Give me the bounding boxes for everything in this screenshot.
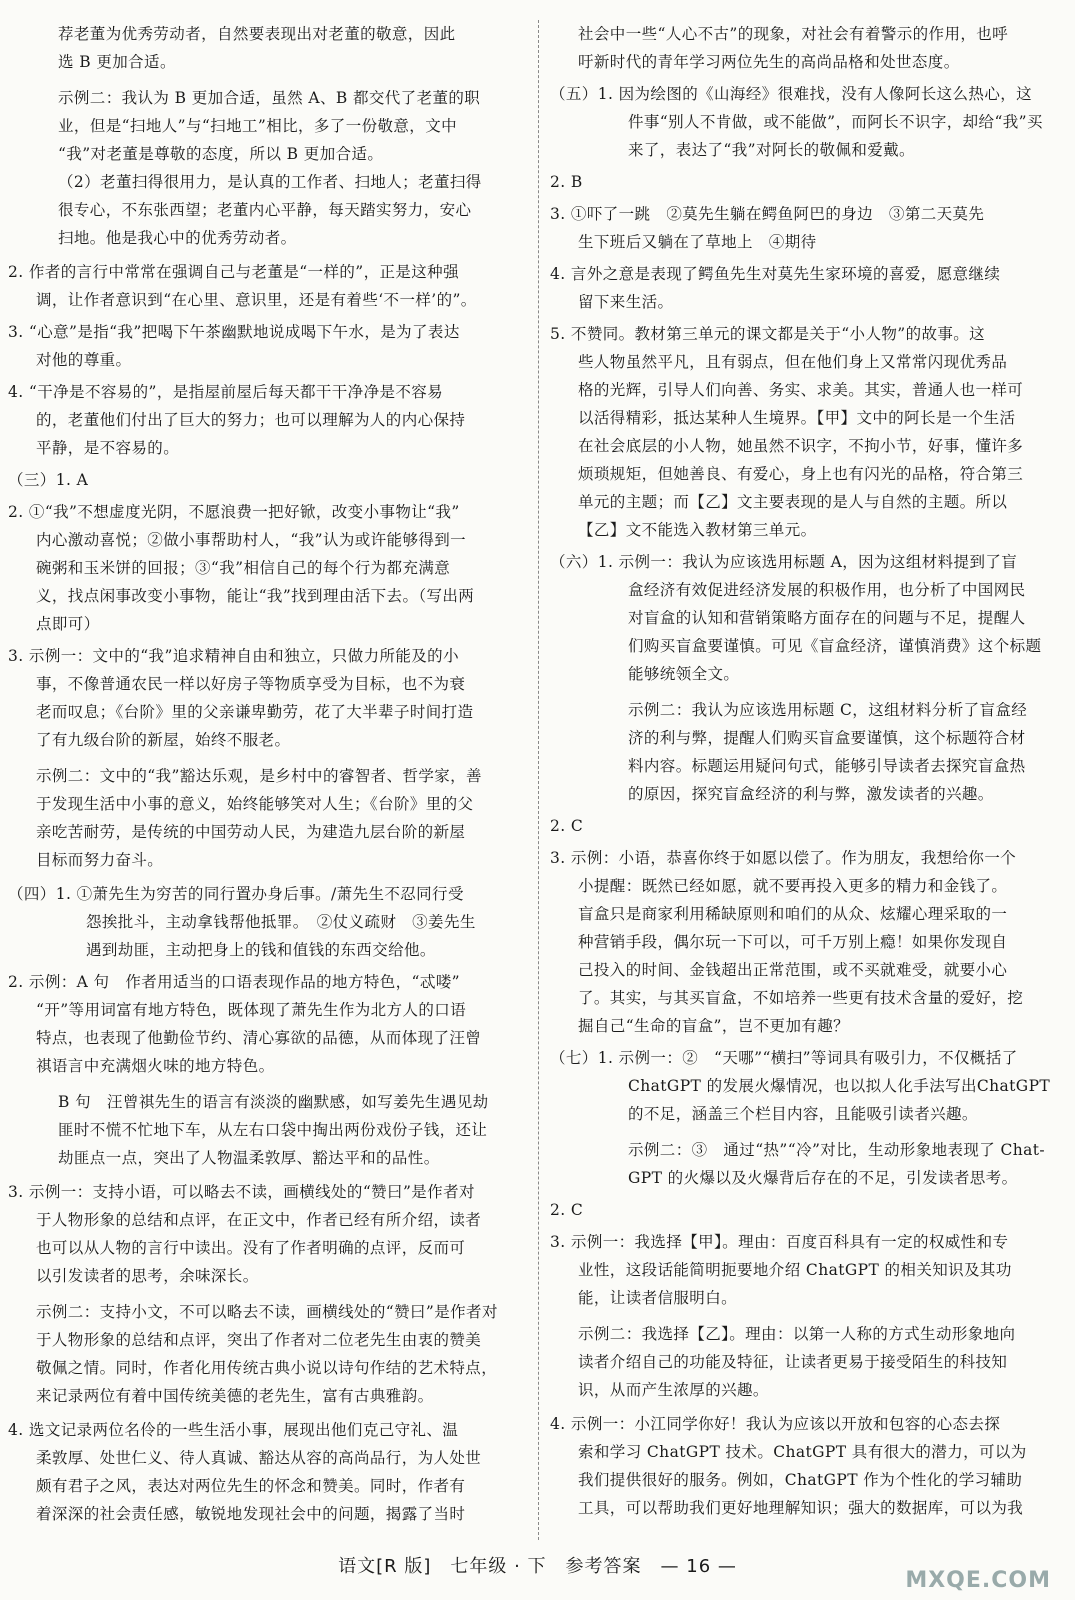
answer-line: 掘自己“生命的盲盒”，岂不更加有趣？ bbox=[578, 1017, 850, 1035]
answer-line: 盒经济有效促进经济发展的积极作用，也分析了中国网民 bbox=[628, 581, 1026, 599]
answer-line: 也可以从人物的言行中读出。没有了作者明确的点评，反而可 bbox=[36, 1239, 466, 1257]
answer-line: 事，不像普通农民一样以好房子等物质享受为目标，也不为衰 bbox=[36, 675, 466, 693]
answer-line: GPT 的火爆以及火爆背后存在的不足，引发读者思考。 bbox=[628, 1169, 1018, 1187]
answer-line: 2. 示例：A 句 作者用适当的口语表现作品的地方特色，“忒喽” bbox=[8, 973, 460, 991]
answer-line: 示例二：支持小文，不可以略去不读，画横线处的“赞曰”是作者对 bbox=[36, 1303, 498, 1321]
answer-line: 选 B 更加合适。 bbox=[58, 53, 176, 71]
answer-line: 【乙】文不能选入教材第三单元。 bbox=[578, 521, 817, 539]
answer-line: 以引发读者的思考，余味深长。 bbox=[36, 1267, 259, 1285]
answer-line: 留下来生活。 bbox=[578, 293, 674, 311]
answer-line: 内心激动喜悦；②做小事帮助村人，“我”认为或许能够得到一 bbox=[36, 531, 467, 549]
answer-line: （2）老董扫得很用力，是认真的工作者、扫地人；老董扫得 bbox=[58, 173, 482, 191]
answer-line: 示例二：③ 通过“热”“冷”对比，生动形象地表现了 Chat- bbox=[628, 1141, 1046, 1159]
answer-line: 2. ①“我”不想虚度光阴，不愿浪费一把好锨，改变小事物让“我” bbox=[8, 503, 460, 521]
answer-line: 老而叹息；《台阶》里的父亲谦卑勤劳，花了大半辈子时间打造 bbox=[36, 703, 474, 721]
answer-line: 示例二：我选择【乙】。理由：以第一人称的方式生动形象地向 bbox=[578, 1325, 1016, 1343]
answer-line: “我”对老董是尊敬的态度，所以 B 更加合适。 bbox=[58, 145, 384, 163]
answer-line: 点即可） bbox=[36, 615, 100, 633]
answer-line: 3. 示例一：支持小语，可以略去不读，画横线处的“赞曰”是作者对 bbox=[8, 1183, 475, 1201]
answer-line: 济的利与弊，提醒人们购买盲盒要谨慎，这个标题符合材 bbox=[628, 729, 1026, 747]
answer-line: “开”等用词富有地方特色，既体现了萧先生作为北方人的口语 bbox=[36, 1001, 467, 1019]
answer-line: 吁新时代的青年学习两位先生的高尚品格和处世态度。 bbox=[578, 53, 960, 71]
answer-line: B 句 汪曾祺先生的语言有淡淡的幽默感，如写姜先生遇见劫 bbox=[58, 1093, 489, 1111]
answer-line: 单元的主题；而【乙】文主要表现的是人与自然的主题。所以 bbox=[578, 493, 1008, 511]
answer-line: 烦琐规矩，但她善良、有爱心，身上也有闪光的品格，符合第三 bbox=[578, 465, 1024, 483]
answer-line: 我们提供很好的服务。例如，ChatGPT 作为个性化的学习辅助 bbox=[578, 1471, 1023, 1489]
answer-line: 平静，是不容易的。 bbox=[36, 439, 180, 457]
answer-line: 荐老董为优秀劳动者，自然要表现出对老董的敬意，因此 bbox=[58, 25, 456, 43]
answer-line: 2. 作者的言行中常常在强调自己与老董是“一样的”，正是这种强 bbox=[8, 263, 459, 281]
answer-line: 盲盒只是商家利用稀缺原则和咱们的从众、炫耀心理采取的一 bbox=[578, 905, 1008, 923]
answer-line: 柔敦厚、处世仁义、待人真诚、豁达从容的高尚品行，为人处世 bbox=[36, 1449, 482, 1467]
answer-line: 能够统领全文。 bbox=[628, 665, 740, 683]
answer-line: 5. 不赞同。教材第三单元的课文都是关于“小人物”的故事。这 bbox=[550, 325, 986, 343]
answer-line: 识，从而产生浓厚的兴趣。 bbox=[578, 1381, 769, 1399]
answer-line: 生下班后又躺在了草地上 ④期待 bbox=[578, 233, 817, 251]
answer-line: 格的光辉，引导人们向善、务实、求美。其实，普通人也一样可 bbox=[578, 381, 1024, 399]
answer-line: 于人物形象的总结和点评，在正文中，作者已经有所介绍，读者 bbox=[36, 1211, 482, 1229]
answer-line: 来了，表达了“我”对阿长的敬佩和爱戴。 bbox=[628, 141, 915, 159]
answer-line: 能，让读者信服明白。 bbox=[578, 1289, 738, 1307]
page-footer: 语文[R 版] 七年级 · 下 参考答案 — 16 — bbox=[338, 1556, 737, 1577]
answer-line: 以活得精彩，抵达某种人生境界。【甲】文中的阿长是一个生活 bbox=[578, 409, 1016, 427]
answer-line: 怨挨批斗，主动拿钱帮他抵罪。 ②仗义疏财 ③姜先生 bbox=[86, 913, 476, 931]
answer-line: 颇有君子之风，表达对两位先生的怀念和赞美。同时，作者有 bbox=[36, 1477, 466, 1495]
answer-line: 件事“别人不肯做，或不能做”，而阿长不识字，却给“我”买 bbox=[628, 113, 1043, 131]
answer-line: 3. “心意”是指“我”把喝下午茶幽默地说成喝下午水，是为了表达 bbox=[8, 323, 460, 341]
answer-line: 示例二：文中的“我”豁达乐观，是乡村中的睿智者、哲学家，善 bbox=[36, 767, 482, 785]
answer-line: 2. C bbox=[550, 817, 584, 835]
answer-line: 敬佩之情。同时，作者化用传统古典小说以诗句作结的艺术特点， bbox=[36, 1359, 498, 1377]
answer-line: 3. 示例一：我选择【甲】。理由：百度百科具有一定的权威性和专 bbox=[550, 1233, 1009, 1251]
answer-line: 2. C bbox=[550, 1201, 584, 1219]
answer-line: 料内容。标题运用疑问句式，能够引导读者去探究盲盒热 bbox=[628, 757, 1026, 775]
answer-line: 3. 示例一：文中的“我”追求精神自由和独立，只做力所能及的小 bbox=[8, 647, 459, 665]
answer-line: 4. 示例一：小江同学你好！我认为应该以开放和包容的心态去探 bbox=[550, 1415, 1001, 1433]
answer-line: 4. 选文记录两位名伶的一些生活小事，展现出他们克己守礼、温 bbox=[8, 1421, 459, 1439]
answer-line: （三）1. A bbox=[8, 471, 89, 489]
answer-line: 的原因，探究盲盒经济的利与弊，激发读者的兴趣。 bbox=[628, 785, 994, 803]
answer-line: 来记录两位有着中国传统美德的老先生，富有古典雅韵。 bbox=[36, 1387, 434, 1405]
answer-line: 亲吃苦耐劳，是传统的中国劳动人民，为建造九层台阶的新屋 bbox=[36, 823, 466, 841]
answer-line: 祺语言中充满烟火味的地方特色。 bbox=[36, 1057, 275, 1075]
answer-line: 业，但是“扫地人”与“扫地工”相比，多了一份敬意，文中 bbox=[58, 117, 457, 135]
answer-line: 目标而努力奋斗。 bbox=[36, 851, 164, 869]
answer-line: 特点，也表现了他勤俭节约、清心寡欲的品德，从而体现了汪曾 bbox=[36, 1029, 482, 1047]
answer-line: 己投入的时间、金钱超出正常范围，或不买就难受，就要小心 bbox=[578, 961, 1008, 979]
answer-line: 的，老董他们付出了巨大的努力；也可以理解为人的内心保持 bbox=[36, 411, 466, 429]
answer-line: 碗粥和玉米饼的回报；③“我”相信自己的每个行为都充满意 bbox=[36, 559, 451, 577]
answer-line: 3. 示例：小语，恭喜你终于如愿以偿了。作为朋友，我想给你一个 bbox=[550, 849, 1017, 867]
answer-line: 调，让作者意识到“在心里、意识里，还是有着些‘不一样’的”。 bbox=[36, 291, 477, 309]
answer-line: ChatGPT 的发展火爆情况，也以拟人化手法写出ChatGPT bbox=[628, 1077, 1051, 1095]
answer-line: 劫匪点一点，突出了人物温柔敦厚、豁达平和的品性。 bbox=[58, 1149, 440, 1167]
answer-line: （六）1. 示例一：我认为应该选用标题 A，因为这组材料提到了盲 bbox=[550, 553, 1018, 571]
answer-line: 遇到劫匪，主动把身上的钱和值钱的东西交给他。 bbox=[86, 941, 436, 959]
answer-line: 在社会底层的小人物，她虽然不识字，不拘小节，好事，懂许多 bbox=[578, 437, 1024, 455]
answer-line: 工具，可以帮助我们更好地理解知识；强大的数据库，可以为我 bbox=[578, 1499, 1024, 1517]
watermark: MXQE.COM bbox=[905, 1568, 1051, 1593]
answer-line: 些人物虽然平凡，且有弱点，但在他们身上又常常闪现优秀品 bbox=[578, 353, 1008, 371]
answer-line: 的不足，涵盖三个栏目内容，且能吸引读者兴趣。 bbox=[628, 1105, 978, 1123]
column-divider bbox=[538, 20, 539, 1540]
answer-line: 义，找点闲事改变小事物，能让“我”找到理由活下去。（写出两 bbox=[36, 587, 475, 605]
answer-line: 于发现生活中小事的意义，始终能够笑对人生；《台阶》里的父 bbox=[36, 795, 474, 813]
answer-line: 扫地。他是我心中的优秀劳动者。 bbox=[58, 229, 297, 247]
answer-line: 小提醒：既然已经如愿，就不要再投入更多的精力和金钱了。 bbox=[578, 877, 1008, 895]
answer-line: 对盲盒的认知和营销策略方面存在的问题与不足，提醒人 bbox=[628, 609, 1026, 627]
answer-line: （四）1. ①萧先生为穷苦的同行置办身后事。/萧先生不忍同行受 bbox=[8, 885, 464, 903]
answer-line: 匪时不慌不忙地下车，从左右口袋中掏出两份戏份子钱，还让 bbox=[58, 1121, 488, 1139]
answer-line: 示例二：我认为 B 更加合适，虽然 A、B 都交代了老董的职 bbox=[58, 89, 481, 107]
answer-line: 示例二：我认为应该选用标题 C，这组材料分析了盲盒经 bbox=[628, 701, 1028, 719]
answer-line: （五）1. 因为绘图的《山海经》很难找，没有人像阿长这么热心，这 bbox=[550, 85, 1033, 103]
answer-line: 们购买盲盒要谨慎。可见《盲盒经济，谨慎消费》这个标题 bbox=[628, 637, 1042, 655]
answer-line: 4. 言外之意是表现了鳄鱼先生对莫先生家环境的喜爱，愿意继续 bbox=[550, 265, 1001, 283]
answer-line: 了有九级台阶的新屋，始终不服老。 bbox=[36, 731, 291, 749]
answer-line: 了。其实，与其买盲盒，不如培养一些更有技术含量的爱好，挖 bbox=[578, 989, 1024, 1007]
answer-line: 3. ①吓了一跳 ②莫先生躺在鳄鱼阿巴的身边 ③第二天莫先 bbox=[550, 205, 985, 223]
answer-line: 4. “干净是不容易的”，是指屋前屋后每天都干干净净是不容易 bbox=[8, 383, 444, 401]
answer-line: 于人物形象的总结和点评，突出了作者对二位老先生由衷的赞美 bbox=[36, 1331, 482, 1349]
answer-line: 对他的尊重。 bbox=[36, 351, 132, 369]
answer-line: 读者介绍自己的功能及特征，让读者更易于接受陌生的科技知 bbox=[578, 1353, 1008, 1371]
answer-line: 很专心，不东张西望；老董内心平静，每天踏实努力，安心 bbox=[58, 201, 472, 219]
answer-line: 种营销手段，偶尔玩一下可以，可千万别上瘾！如果你发现自 bbox=[578, 933, 1008, 951]
answer-line: 索和学习 ChatGPT 技术。ChatGPT 具有很大的潜力，可以为 bbox=[578, 1443, 1027, 1461]
answer-line: 业性，这段话能简明扼要地介绍 ChatGPT 的相关知识及其功 bbox=[578, 1261, 1012, 1279]
answer-line: 着深深的社会责任感，敏锐地发现社会中的问题，揭露了当时 bbox=[36, 1505, 466, 1523]
answer-line: 社会中一些“人心不古”的现象，对社会有着警示的作用，也呼 bbox=[578, 25, 1009, 43]
answer-line: 2. B bbox=[550, 173, 583, 191]
answer-line: （七）1. 示例一：② “天哪”“横扫”等词具有吸引力，不仅概括了 bbox=[550, 1049, 1018, 1067]
